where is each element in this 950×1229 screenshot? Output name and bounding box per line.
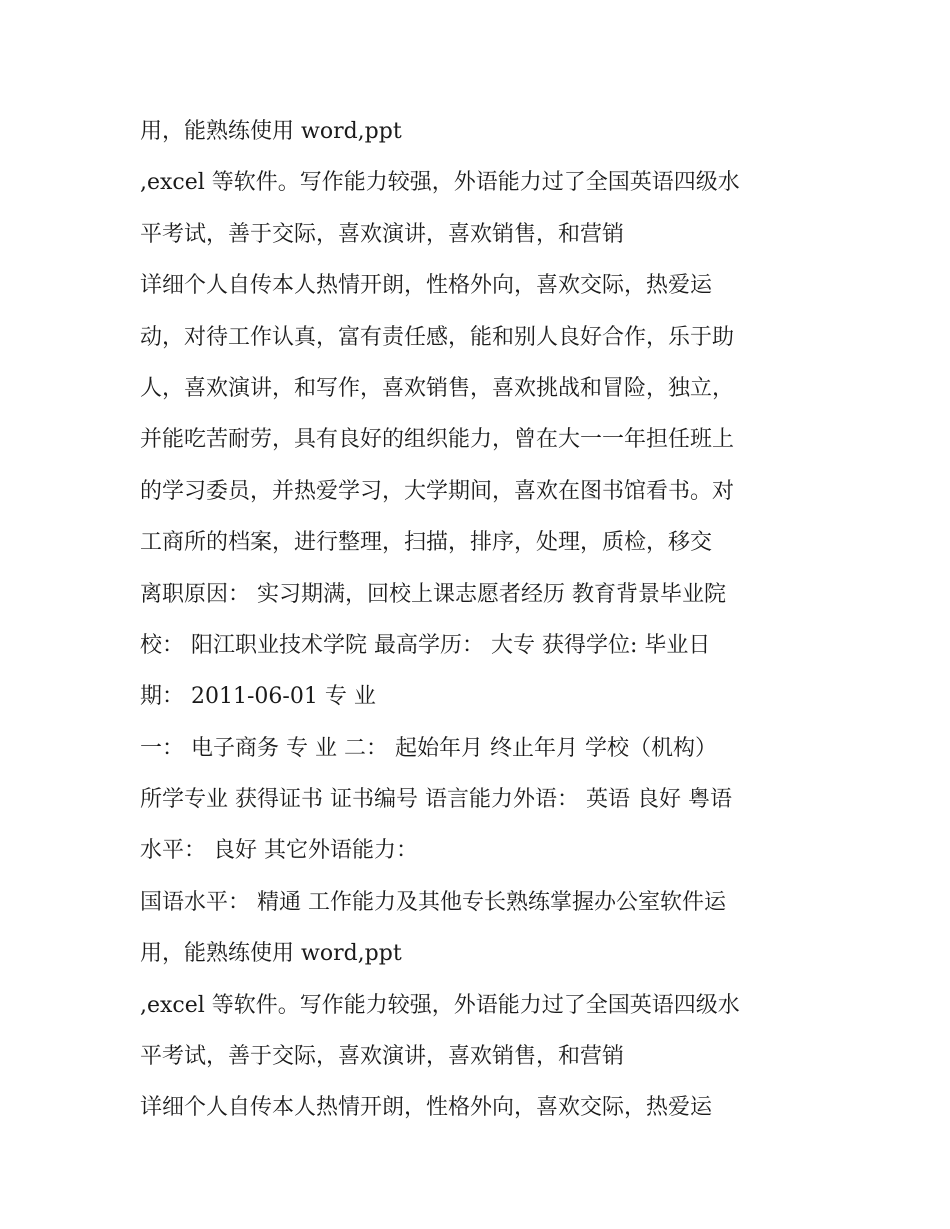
text-line: 水平： 良好 其它外语能力： xyxy=(140,838,418,864)
text-line: 期： 2011-06-01 专 业 xyxy=(140,684,376,710)
text-line: 动，对待工作认真，富有责任感，能和别人良好合作，乐于助 xyxy=(140,324,735,350)
text-line: 所学专业 获得证书 证书编号 语言能力外语： 英语 良好 粤语 xyxy=(140,787,732,813)
text-line: 离职原因： 实习期满，回校上课志愿者经历 教育背景毕业院 xyxy=(140,581,726,607)
text-line: 人，喜欢演讲，和写作，喜欢销售，喜欢挑战和冒险，独立， xyxy=(140,375,735,401)
text-line: 工商所的档案，进行整理，扫描，排序，处理，质检，移交 xyxy=(140,530,713,556)
document-body xyxy=(140,106,830,1134)
text-line: 国语水平： 精通 工作能力及其他专长熟练掌握办公室软件运 xyxy=(140,889,726,915)
text-line: 平考试，善于交际，喜欢演讲，喜欢销售，和营销 xyxy=(140,1044,625,1070)
text-line: 详细个人自传本人热情开朗，性格外向，喜欢交际，热爱运 xyxy=(140,273,713,299)
text-line: 详细个人自传本人热情开朗，性格外向，喜欢交际，热爱运 xyxy=(140,1095,713,1121)
text-line: ,excel 等软件。写作能力较强，外语能力过了全国英语四级水 xyxy=(140,170,740,196)
text-line: 校： 阳江职业技术学院 最高学历： 大专 获得学位: 毕业日 xyxy=(140,632,711,658)
text-line: 平考试，善于交际，喜欢演讲，喜欢销售，和营销 xyxy=(140,221,625,247)
text-line: 的学习委员，并热爱学习，大学期间，喜欢在图书馆看书。对 xyxy=(140,478,735,504)
text-line: 用，能熟练使用 word,ppt xyxy=(140,941,402,967)
text-line: 一： 电子商务 专 业 二： 起始年月 终止年月 学校（机构） xyxy=(140,735,717,761)
text-line: 并能吃苦耐劳，具有良好的组织能力，曾在大一一年担任班上 xyxy=(140,427,735,453)
text-line: ,excel 等软件。写作能力较强，外语能力过了全国英语四级水 xyxy=(140,992,740,1018)
text-line: 用，能熟练使用 word,ppt xyxy=(140,119,402,144)
